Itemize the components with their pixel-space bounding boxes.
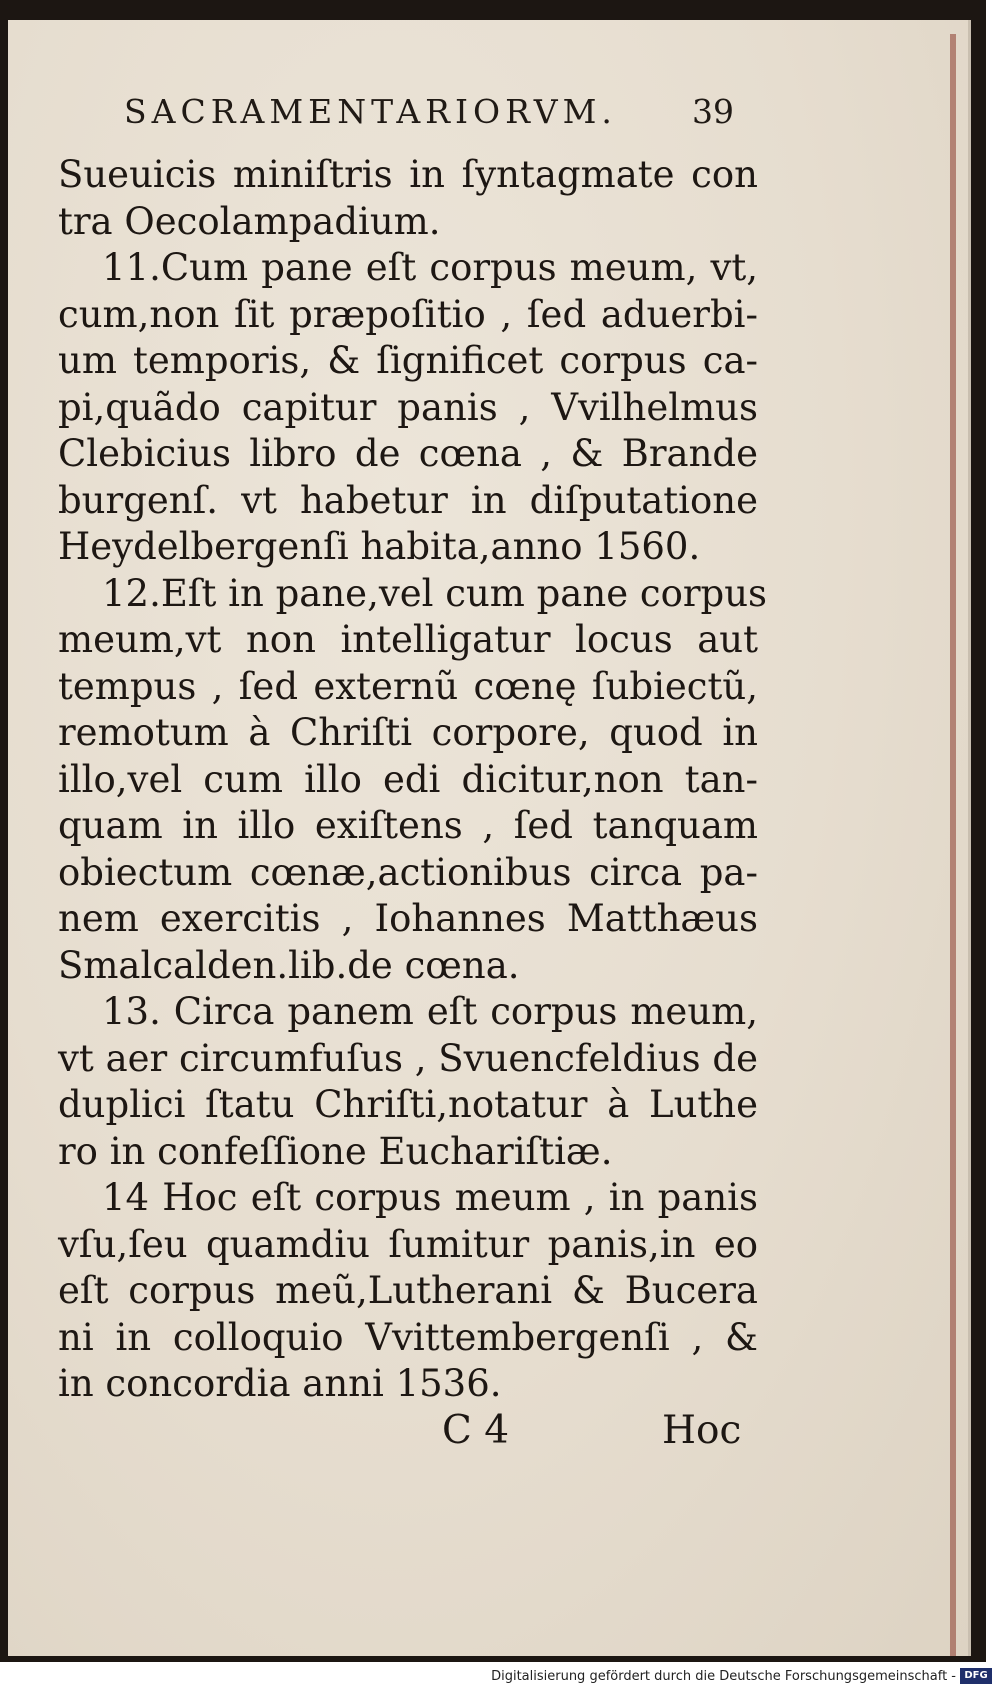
text-line: meum,vt non intelligatur locus aut — [58, 618, 758, 661]
credit-text: Digitalisierung gefördert durch die Deutsche Forschungsgemeinschaft - — [491, 1669, 956, 1684]
text-line: Smalcalden.lib.de cœna. — [58, 943, 520, 987]
text-line: 11.Cum pane eſt corpus meum, vt, — [102, 246, 758, 289]
text-line: tempus , ſed externũ cœnę ſubiectũ, — [58, 664, 758, 708]
text-line: 12.Eſt in pane,vel cum pane corpus — [102, 571, 768, 615]
text-line: ni in colloquio Vvittembergenſi , & — [58, 1315, 758, 1359]
text-line: illo,vel cum illo edi dicitur,non tan- — [58, 757, 758, 801]
text-line: Clebicius libro de cœna , & Brande — [58, 432, 758, 475]
credit-bar — [0, 1664, 1000, 1690]
catchword: Hoc — [662, 1408, 742, 1453]
text-line: in concordia anni 1536. — [58, 1362, 502, 1405]
book-page — [8, 20, 971, 1656]
text-line: 13. Circa panem eſt corpus meum, — [102, 990, 758, 1033]
page-number: 39 — [692, 92, 734, 131]
text-line: vt aer circumfuſus , Svuencfeldius de — [58, 1036, 758, 1080]
text-line: vſu,ſeu quamdiu ſumitur panis,in eo — [58, 1222, 758, 1266]
text-line: eſt corpus meũ,Lutherani & Bucera — [58, 1269, 758, 1312]
running-head — [8, 92, 968, 142]
text-line: ro in confeſſione Euchariſtiæ. — [58, 1129, 613, 1173]
signature-mark: C 4 — [442, 1408, 510, 1453]
text-line: obiectum cœnæ,actionibus circa pa- — [58, 850, 758, 894]
page-edge — [950, 34, 956, 1656]
page-footer — [8, 1408, 968, 1458]
body-text — [58, 152, 768, 1408]
text-line: um temporis, & ſignificet corpus ca- — [58, 339, 758, 382]
text-line: tra Oecolampadium. — [58, 199, 441, 243]
text-line: Sueuicis miniſtris in ſyntagmate con — [58, 153, 758, 196]
text-line: duplici ſtatu Chriſti,notatur à Luthe — [58, 1083, 758, 1126]
text-line: Heydelbergenſi habita,anno 1560. — [58, 525, 701, 568]
dfg-logo-icon: DFG — [960, 1668, 992, 1684]
text-line: pi,quãdo capitur panis , Vvilhelmus — [58, 385, 758, 429]
text-line: quam in illo exiſtens , ſed tanquam — [58, 804, 758, 847]
text-line: cum,non ſit præpoſitio , ſed aduerbi- — [58, 292, 758, 336]
running-title: SACRAMENTARIORVM. — [124, 92, 617, 131]
text-line: remotum à Chriſti corpore, quod in — [58, 711, 758, 754]
text-line: nem exercitis , Iohannes Matthæus — [58, 897, 758, 940]
text-line: 14 Hoc eſt corpus meum , in panis — [102, 1176, 758, 1219]
text-line: burgenſ. vt habetur in diſputatione — [58, 478, 758, 522]
